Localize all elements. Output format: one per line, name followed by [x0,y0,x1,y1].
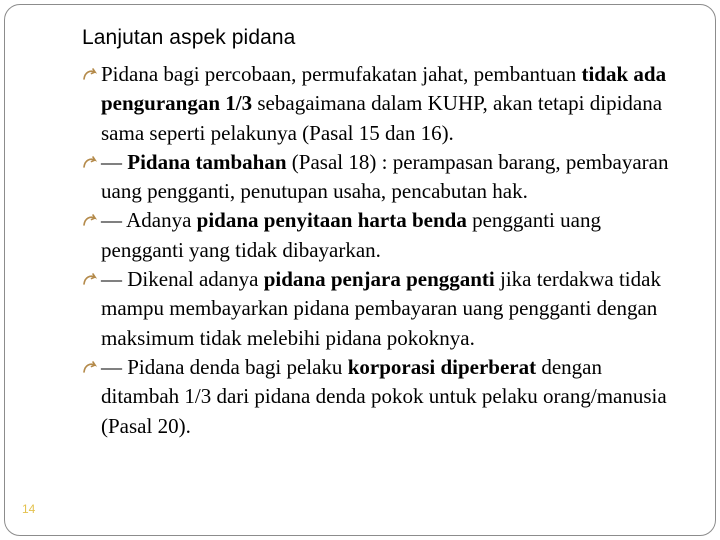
text: sebagaimana dalam KUHP, akan tetapi dipidana sama seperti pelakunya (Pasal 15 dan 16). [101,91,663,145]
slide-title: Lanjutan aspek pidana [82,26,296,49]
text: dengan ditambah 1/3 dari pidana denda pokok untuk pelaku orang/manusia (Pasal 20). [101,354,667,438]
dash-prefix: — [101,354,128,379]
curved-arrow-bullet-icon [82,67,98,83]
dash-prefix: — [101,267,128,292]
text: Pidana denda bagi pelaku [127,354,348,379]
bold-text: pidana penyitaan harta benda [196,208,467,233]
curved-arrow-bullet-icon [82,155,98,171]
text: pengganti uang pengganti yang tidak dibayarkan. [101,208,601,262]
bullet-item [0,60,720,148]
bold-text: tidak ada pengurangan 1/3 [101,62,667,116]
text: Dikenal adanya [127,267,264,292]
bullet-item [0,206,720,265]
bullet-list [0,60,720,441]
bold-text: pidana penjara pengganti [263,267,495,292]
text: Adanya [126,208,197,233]
dash-prefix: — [101,208,127,233]
bold-text: korporasi diperberat [347,354,537,379]
bold-text: Pidana tambahan [127,149,287,174]
dash-prefix: — [101,149,128,174]
curved-arrow-bullet-icon [82,272,98,288]
bullet-item [0,148,720,207]
bullet-item [0,265,720,353]
text: (Pasal 18) : perampasan barang, pembayaran uang pengganti, penutupan usaha, pencabutan hak. [101,149,669,204]
page-number: 14 [22,502,36,516]
curved-arrow-bullet-icon [82,213,98,229]
curved-arrow-bullet-icon [82,360,98,376]
bullet-item [0,353,720,441]
text: jika terdakwa tidak mampu membayarkan pidana pembayaran uang pengganti dengan maksimum tidak melebihi pidana pokoknya. [101,267,661,350]
text: Pidana bagi percobaan, permufakatan jahat, pembantuan [101,62,582,86]
